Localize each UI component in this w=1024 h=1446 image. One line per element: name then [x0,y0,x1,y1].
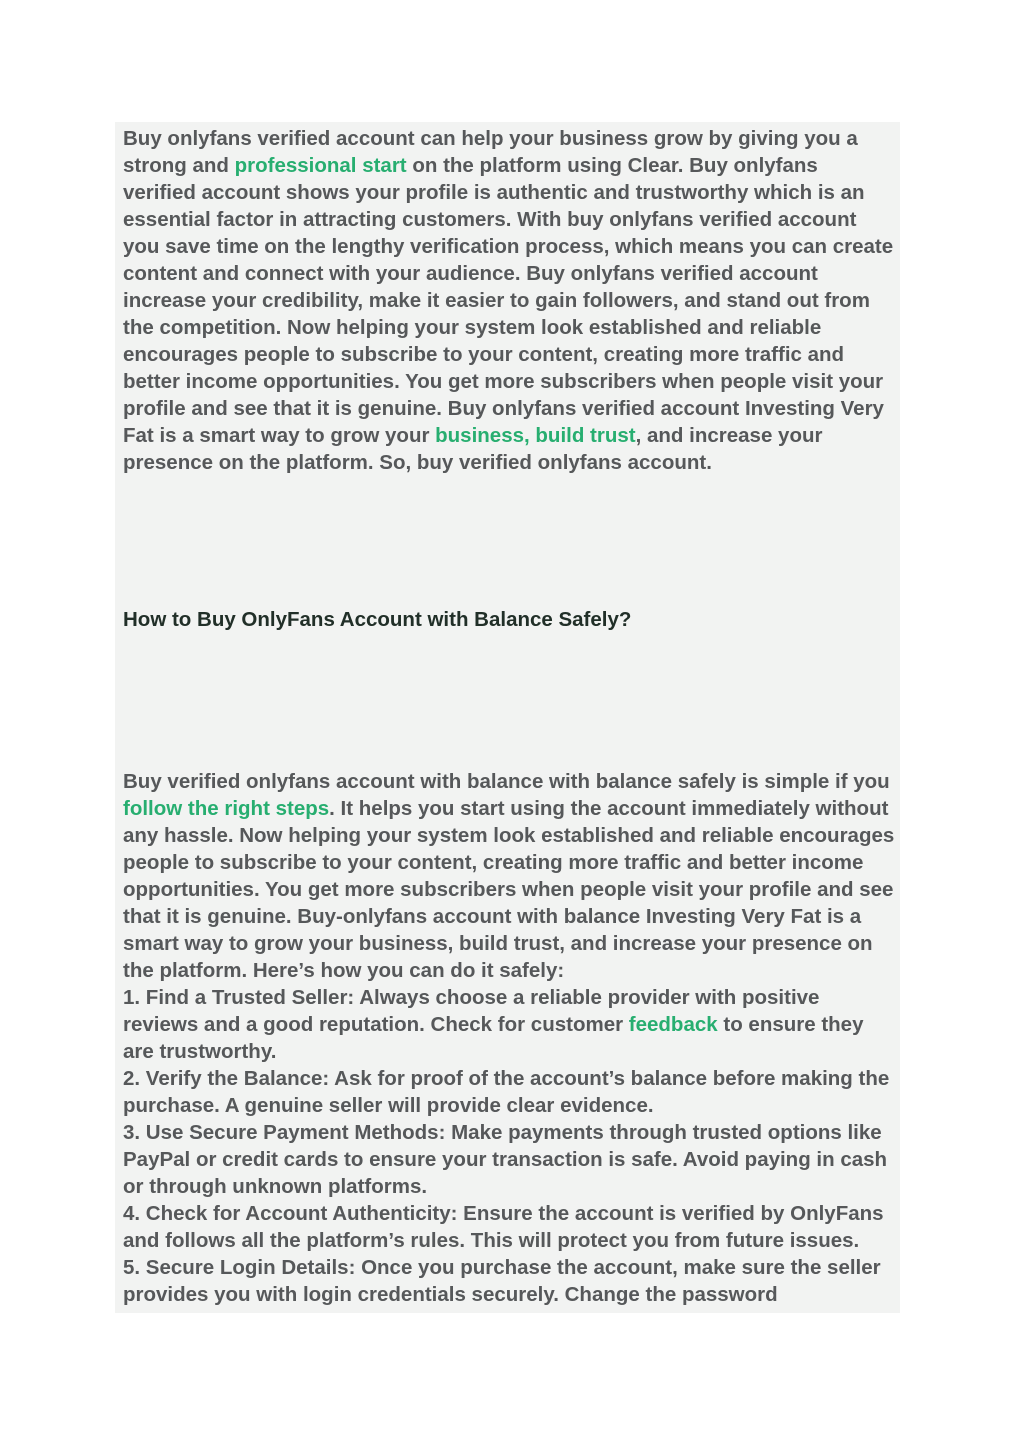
inline-link-follow-the-right-steps[interactable]: follow the right steps [123,797,330,820]
paragraph-text: Buy verified onlyfans account with balance with balance safely is simple if you [123,770,890,793]
paragraph-text: . It helps you start using the account immediately without any hassle. Now helping your system look established and reliable encourages people to subscribe to your content, creating more traffic and better income opportunities. You get more subscribers when people visit your profile and see that it is genuine. Buy-onlyfans account with balance Investing Very Fat is a smart way to grow your business, build trust, and increase your presence on the platform. Here’s how you can do it safely: [123,797,895,982]
list-item-text: 1. Find a Trusted Seller: Always choose a reliable provider with positive reviews and a good reputation. Check for customer [123,986,820,1036]
list-item-text: 3. Use Secure Payment Methods: Make payments through trusted options like PayPal or credit cards to ensure your transaction is safe. Avoid paying in cash or through unknown platforms. [123,1121,888,1198]
paragraph-how-to-intro [123,768,895,984]
paragraph-how-to [123,768,895,1308]
inline-link-professional-start[interactable]: professional start [234,154,407,177]
list-item-4 [123,1200,895,1254]
list-item-text: to ensure they are trustworthy. [123,1013,864,1063]
article-body [115,122,900,1313]
list-item-5 [123,1254,895,1308]
paragraph-text: Buy onlyfans verified account can help your business grow by giving you a strong and [123,127,858,177]
section-heading: How to Buy OnlyFans Account with Balance Safely? [123,608,632,631]
list-item-2 [123,1065,895,1119]
list-item-1 [123,984,895,1065]
list-item-text: 2. Verify the Balance: Ask for proof of the account’s balance before making the purchase. A genuine seller will provide clear evidence. [123,1067,890,1117]
inline-link-feedback[interactable]: feedback [628,1013,718,1036]
list-item-3 [123,1119,895,1200]
list-item-text: 5. Secure Login Details: Once you purchase the account, make sure the seller provides you with login credentials securely. Change the password [123,1256,881,1306]
inline-link-business-build-trust[interactable]: business, build trust [435,424,636,447]
paragraph-text: on the platform using Clear. Buy onlyfans verified account shows your profile is authentic and trustworthy which is an essential factor in attracting customers. With buy onlyfans verified account you save time on the lengthy verification process, which means you can create content and connect with your audience. Buy onlyfans verified account increase your credibility, make it easier to gain followers, and stand out from the competition. Now helping your system look established and reliable encourages people to subscribe to your content, creating more traffic and better income opportunities. You get more subscribers when people visit your profile and see that it is genuine. Buy onlyfans verified account Investing Very Fat is a smart way to grow your [123,154,894,447]
paragraph-intro [123,125,895,476]
paragraph-text: , and increase your presence on the platform. So, buy verified onlyfans account. [123,424,823,474]
list-item-text: 4. Check for Account Authenticity: Ensure the account is verified by OnlyFans and follows all the platform’s rules. This will protect you from future issues. [123,1202,884,1252]
